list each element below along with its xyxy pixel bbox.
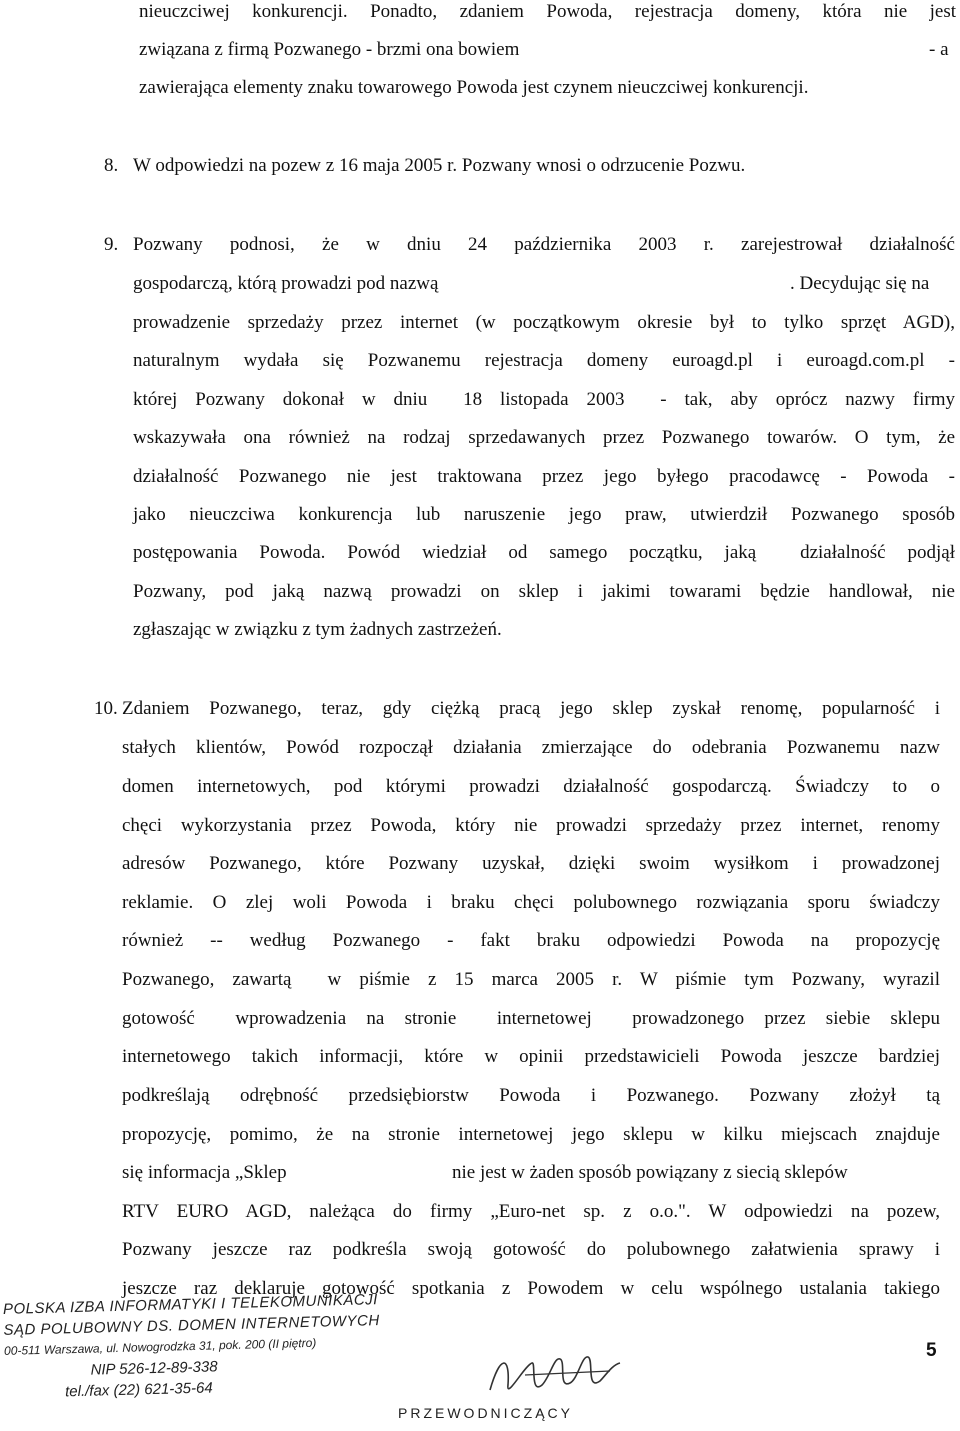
court-stamp — [2, 1291, 380, 1404]
text-line: - a — [929, 39, 949, 60]
stamp-line: POLSKA IZBA INFORMATYKI I TELEKOMUNIKACJI — [2, 1291, 379, 1318]
text-line: której Pozwany dokonał w dniu 18 listopada 2003 - tak, aby oprócz nazwy firmy — [133, 389, 955, 410]
stamp-line: NIP 526-12-89-338 — [90, 1358, 218, 1379]
stamp-line: 00-511 Warszawa, ul. Nowogrodzka 31, pok. 200 (II piętro) — [3, 1335, 317, 1358]
text-line: związana z firmą Pozwanego - brzmi ona bowiem — [139, 39, 520, 60]
text-line: Pozwany jeszcze raz podkreśla swoją gotowość do polubownego załatwienia sprawy i — [122, 1239, 940, 1260]
paragraph-number: 8. — [104, 155, 119, 176]
text-line: jeszcze raz deklaruje gotowość spotkania z Powodem w celu wspólnego ustalania takiego — [122, 1278, 940, 1299]
text-line: RTV EURO AGD, należąca do firmy „Euro-net sp. z o.o.". W odpowiedzi na pozew, — [122, 1201, 940, 1222]
text-line: zawierająca elementy znaku towarowego Powoda jest czynem nieuczciwej konkurencji. — [139, 77, 809, 98]
text-line: gospodarczą, którą prowadzi pod nazwą — [133, 273, 439, 294]
text-line: naturalnym wydała się Pozwanemu rejestracja domeny euroagd.pl i euroagd.com.pl - — [133, 350, 955, 371]
text-line: jako nieuczciwa konkurencja lub naruszenie jego praw, utwierdził Pozwanego sposób — [133, 504, 955, 525]
signature-role: PRZEWODNICZĄCY — [398, 1405, 573, 1421]
text-line: nie jest w żaden sposób powiązany z siecią sklepów — [452, 1162, 848, 1183]
text-line: Pozwany podnosi, że w dniu 24 października 2003 r. zarejestrował działalność — [133, 234, 955, 255]
stamp-line: SĄD POLUBOWNY DS. DOMEN INTERNETOWYCH — [3, 1312, 380, 1339]
text-line: Pozwany, pod jaką nazwą prowadzi on sklep i jakimi towarami będzie handlował, nie — [133, 581, 955, 602]
text-line: Pozwanego, zawartą w piśmie z 15 marca 2005 r. W piśmie tym Pozwany, wyrazil — [122, 969, 940, 990]
stamp-line: tel./fax (22) 621-35-64 — [64, 1379, 213, 1401]
text-line: chęci wykorzystania przez Powoda, który nie prowadzi sprzedaży przez internet, renomy — [122, 815, 940, 836]
text-line: adresów Pozwanego, które Pozwany uzyskał, dzięki swoim wysiłkom i prowadzonej — [122, 853, 940, 874]
text-line: zgłaszając w związku z tym żadnych zastrzeżeń. — [133, 619, 502, 640]
signature-scribble — [470, 1345, 630, 1405]
text-line: gotowość wprowadzenia na stronie internetowej prowadzonego przez siebie sklepu — [122, 1008, 940, 1029]
paragraph-number: 9. — [104, 234, 119, 255]
text-line: prowadzenie sprzedaży przez internet (w początkowym okresie był to tylko sprzęt AGD), — [133, 312, 955, 333]
text-line: postępowania Powoda. Powód wiedział od samego początku, jaką działalność podjął — [133, 542, 955, 563]
text-line: propozycję, pomimo, że na stronie internetowej jego sklepu w kilku miejscach znajduje — [122, 1124, 940, 1145]
text-line: się informacja „Sklep — [122, 1162, 287, 1183]
text-line: podkreślają odrębność przedsiębiorstw Powoda i Pozwanego. Pozwany złożył tą — [122, 1085, 940, 1106]
page-number: 5 — [926, 1340, 937, 1361]
text-line: wskazywała ona również na rodzaj sprzedawanych przez Pozwanego towarów. O tym, że — [133, 427, 955, 448]
text-line: stałych klientów, Powód rozpoczął działania zmierzające do odebrania Pozwanemu nazw — [122, 737, 940, 758]
text-line: internetowego takich informacji, które w opinii przedstawicieli Powoda jeszcze bardziej — [122, 1046, 940, 1067]
text-line: domen internetowych, pod którymi prowadzi działalność gospodarczą. Świadczy to o — [122, 776, 940, 797]
text-line: nieuczciwej konkurencji. Ponadto, zdaniem Powoda, rejestracja domeny, która nie jest — [139, 1, 956, 22]
paragraph-number: 10. — [94, 698, 118, 719]
text-line: również -- według Pozwanego - fakt braku odpowiedzi Powoda na propozycję — [122, 930, 940, 951]
text-line: W odpowiedzi na pozew z 16 maja 2005 r. Pozwany wnosi o odrzucenie Pozwu. — [133, 155, 746, 176]
text-line: . Decydując się na — [790, 273, 930, 294]
text-line: działalność Pozwanego nie jest traktowana przez jego byłego pracodawcę - Powoda - — [133, 466, 955, 487]
text-line: reklamie. O zlej woli Powoda i braku chęci polubownego rozwiązania sporu świadczy — [122, 892, 940, 913]
text-line: Zdaniem Pozwanego, teraz, gdy ciężką pracą jego sklep zyskał renomę, popularność i — [122, 698, 940, 719]
